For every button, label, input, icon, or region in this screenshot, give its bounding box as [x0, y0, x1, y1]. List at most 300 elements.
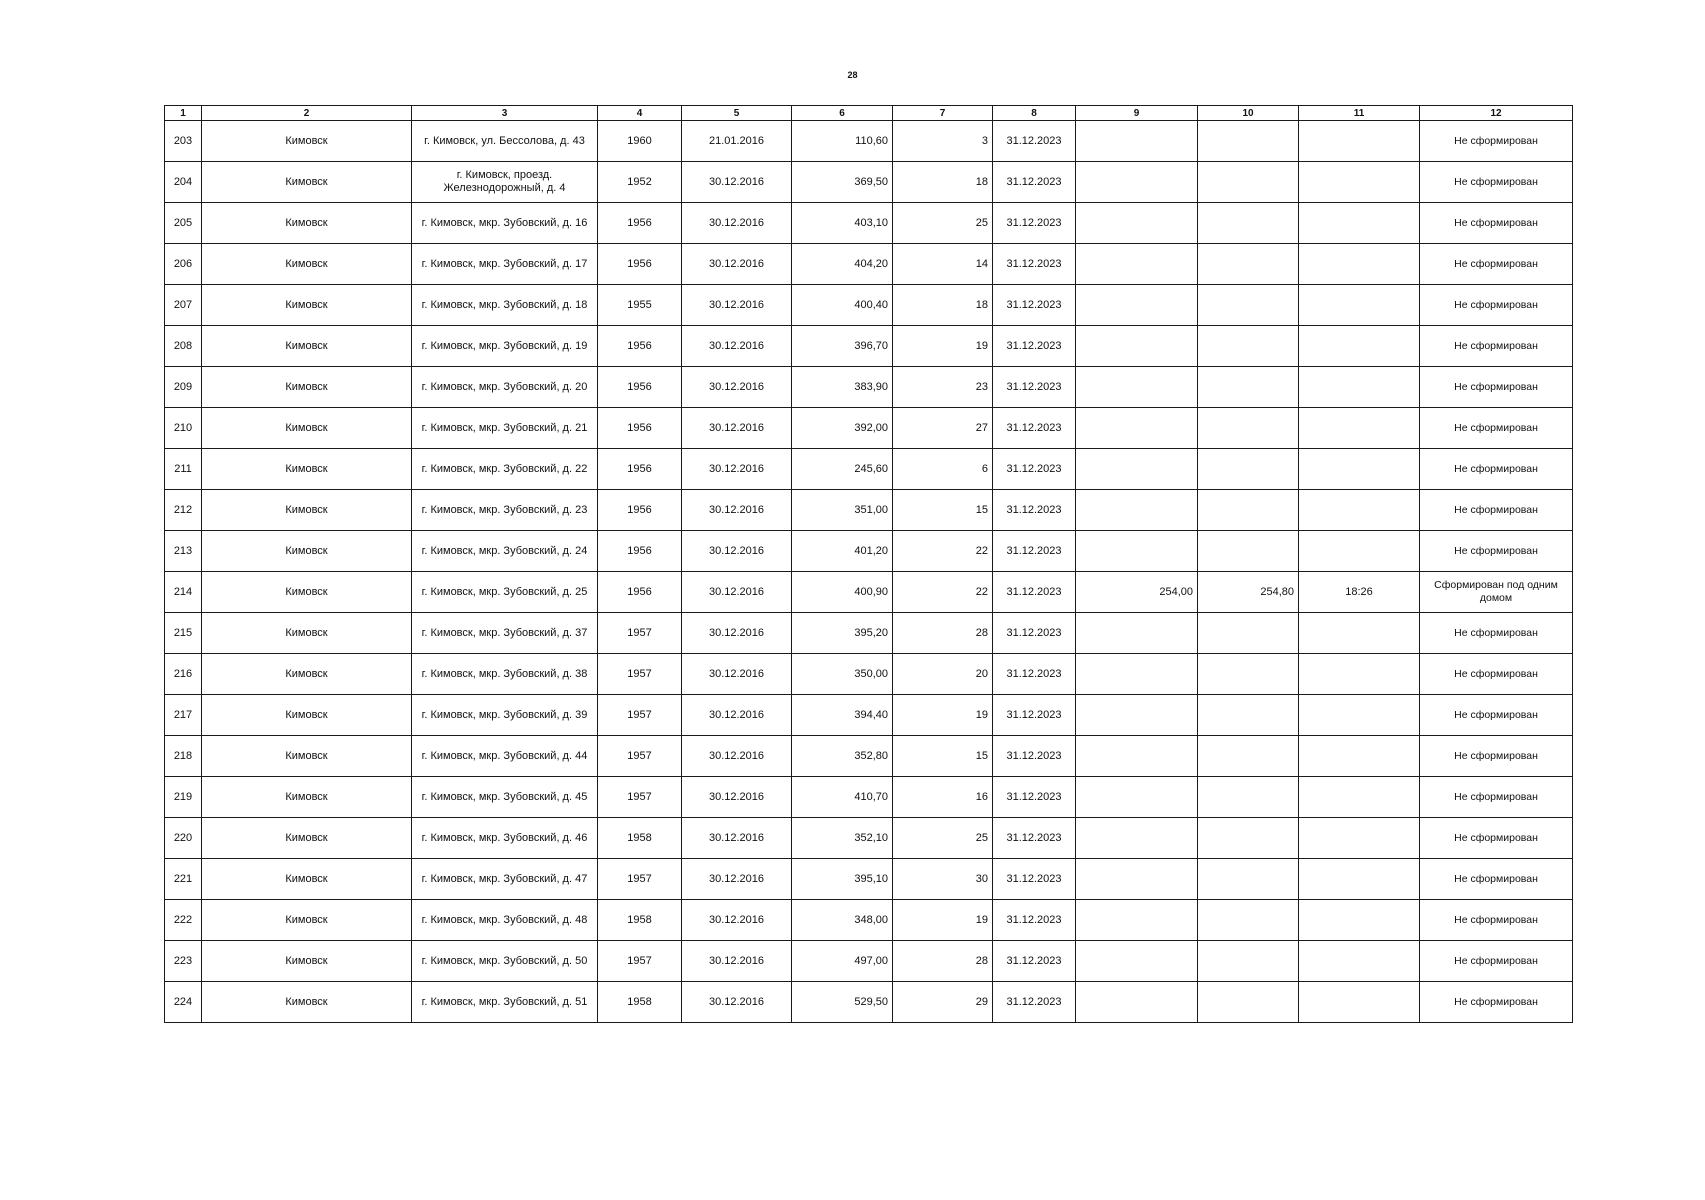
date-cell: 30.12.2016	[682, 449, 792, 490]
city-cell: Кимовск	[202, 900, 412, 941]
address-cell: г. Кимовск, мкр. Зубовский, д. 39	[412, 695, 598, 736]
column-10-cell	[1198, 408, 1299, 449]
count-cell: 14	[893, 244, 993, 285]
count-cell: 30	[893, 859, 993, 900]
row-number-cell: 219	[165, 777, 202, 818]
table-row	[165, 121, 1573, 162]
row-number-cell: 221	[165, 859, 202, 900]
city-cell: Кимовск	[202, 203, 412, 244]
year-cell: 1960	[598, 121, 682, 162]
row-number-cell: 218	[165, 736, 202, 777]
column-11-cell	[1299, 818, 1420, 859]
address-cell: г. Кимовск, мкр. Зубовский, д. 24	[412, 531, 598, 572]
count-cell: 22	[893, 572, 993, 613]
column-11-cell	[1299, 285, 1420, 326]
column-10-cell	[1198, 490, 1299, 531]
column-10-cell	[1198, 326, 1299, 367]
deadline-cell: 31.12.2023	[993, 777, 1076, 818]
row-number-cell: 223	[165, 941, 202, 982]
table-row	[165, 613, 1573, 654]
date-cell: 30.12.2016	[682, 613, 792, 654]
column-9-cell	[1076, 818, 1198, 859]
table-row	[165, 982, 1573, 1023]
year-cell: 1955	[598, 285, 682, 326]
column-11-cell	[1299, 777, 1420, 818]
status-cell: Не сформирован	[1420, 367, 1573, 408]
column-9-cell	[1076, 777, 1198, 818]
address-cell: г. Кимовск, мкр. Зубовский, д. 37	[412, 613, 598, 654]
area-cell: 392,00	[792, 408, 893, 449]
city-cell: Кимовск	[202, 121, 412, 162]
count-cell: 15	[893, 490, 993, 531]
table-row	[165, 203, 1573, 244]
address-cell: г. Кимовск, мкр. Зубовский, д. 44	[412, 736, 598, 777]
column-9-cell	[1076, 121, 1198, 162]
deadline-cell: 31.12.2023	[993, 941, 1076, 982]
column-9-cell	[1076, 941, 1198, 982]
status-cell: Не сформирован	[1420, 654, 1573, 695]
row-number-cell: 205	[165, 203, 202, 244]
area-cell: 400,90	[792, 572, 893, 613]
date-cell: 21.01.2016	[682, 121, 792, 162]
table-row	[165, 531, 1573, 572]
table-row	[165, 695, 1573, 736]
column-header: 2	[202, 106, 412, 121]
status-cell: Не сформирован	[1420, 695, 1573, 736]
address-cell: г. Кимовск, мкр. Зубовский, д. 46	[412, 818, 598, 859]
column-11-cell	[1299, 941, 1420, 982]
column-9-cell	[1076, 531, 1198, 572]
city-cell: Кимовск	[202, 613, 412, 654]
area-cell: 383,90	[792, 367, 893, 408]
column-9-cell	[1076, 654, 1198, 695]
row-number-cell: 220	[165, 818, 202, 859]
deadline-cell: 31.12.2023	[993, 121, 1076, 162]
column-10-cell	[1198, 244, 1299, 285]
table-row	[165, 449, 1573, 490]
deadline-cell: 31.12.2023	[993, 367, 1076, 408]
year-cell: 1956	[598, 203, 682, 244]
column-10-cell	[1198, 695, 1299, 736]
year-cell: 1956	[598, 408, 682, 449]
count-cell: 28	[893, 613, 993, 654]
row-number-cell: 214	[165, 572, 202, 613]
city-cell: Кимовск	[202, 531, 412, 572]
area-cell: 400,40	[792, 285, 893, 326]
address-cell: г. Кимовск, мкр. Зубовский, д. 19	[412, 326, 598, 367]
row-number-cell: 224	[165, 982, 202, 1023]
date-cell: 30.12.2016	[682, 326, 792, 367]
deadline-cell: 31.12.2023	[993, 203, 1076, 244]
address-cell: г. Кимовск, мкр. Зубовский, д. 23	[412, 490, 598, 531]
column-10-cell	[1198, 531, 1299, 572]
table-row	[165, 859, 1573, 900]
housing-register-table	[164, 105, 1573, 1023]
status-cell: Не сформирован	[1420, 244, 1573, 285]
column-9-cell: 254,00	[1076, 572, 1198, 613]
table-row	[165, 818, 1573, 859]
year-cell: 1952	[598, 162, 682, 203]
area-cell: 352,80	[792, 736, 893, 777]
status-cell: Не сформирован	[1420, 121, 1573, 162]
column-header: 5	[682, 106, 792, 121]
count-cell: 22	[893, 531, 993, 572]
status-cell: Не сформирован	[1420, 777, 1573, 818]
column-11-cell	[1299, 162, 1420, 203]
year-cell: 1957	[598, 736, 682, 777]
column-header: 7	[893, 106, 993, 121]
deadline-cell: 31.12.2023	[993, 244, 1076, 285]
date-cell: 30.12.2016	[682, 285, 792, 326]
column-9-cell	[1076, 408, 1198, 449]
column-9-cell	[1076, 695, 1198, 736]
address-cell: г. Кимовск, мкр. Зубовский, д. 25	[412, 572, 598, 613]
year-cell: 1957	[598, 654, 682, 695]
column-10-cell	[1198, 982, 1299, 1023]
count-cell: 15	[893, 736, 993, 777]
area-cell: 404,20	[792, 244, 893, 285]
address-cell: г. Кимовск, мкр. Зубовский, д. 51	[412, 982, 598, 1023]
year-cell: 1957	[598, 613, 682, 654]
column-9-cell	[1076, 449, 1198, 490]
count-cell: 25	[893, 818, 993, 859]
column-11-cell	[1299, 654, 1420, 695]
date-cell: 30.12.2016	[682, 900, 792, 941]
count-cell: 20	[893, 654, 993, 695]
column-header: 3	[412, 106, 598, 121]
table-row	[165, 408, 1573, 449]
deadline-cell: 31.12.2023	[993, 449, 1076, 490]
year-cell: 1957	[598, 859, 682, 900]
page-number: 28	[847, 70, 858, 80]
year-cell: 1958	[598, 900, 682, 941]
address-cell: г. Кимовск, ул. Бессолова, д. 43	[412, 121, 598, 162]
count-cell: 6	[893, 449, 993, 490]
year-cell: 1956	[598, 531, 682, 572]
status-cell: Не сформирован	[1420, 203, 1573, 244]
deadline-cell: 31.12.2023	[993, 695, 1076, 736]
deadline-cell: 31.12.2023	[993, 613, 1076, 654]
deadline-cell: 31.12.2023	[993, 736, 1076, 777]
area-cell: 497,00	[792, 941, 893, 982]
address-cell: г. Кимовск, мкр. Зубовский, д. 45	[412, 777, 598, 818]
column-11-cell	[1299, 613, 1420, 654]
city-cell: Кимовск	[202, 572, 412, 613]
column-10-cell	[1198, 941, 1299, 982]
column-11-cell	[1299, 408, 1420, 449]
city-cell: Кимовск	[202, 654, 412, 695]
column-10-cell	[1198, 654, 1299, 695]
status-cell: Не сформирован	[1420, 490, 1573, 531]
date-cell: 30.12.2016	[682, 408, 792, 449]
column-10-cell	[1198, 613, 1299, 654]
row-number-cell: 211	[165, 449, 202, 490]
column-header: 10	[1198, 106, 1299, 121]
address-cell: г. Кимовск, мкр. Зубовский, д. 21	[412, 408, 598, 449]
date-cell: 30.12.2016	[682, 736, 792, 777]
address-cell: г. Кимовск, мкр. Зубовский, д. 18	[412, 285, 598, 326]
city-cell: Кимовск	[202, 982, 412, 1023]
column-10-cell	[1198, 162, 1299, 203]
count-cell: 18	[893, 285, 993, 326]
table-row	[165, 490, 1573, 531]
row-number-cell: 207	[165, 285, 202, 326]
address-cell: г. Кимовск, мкр. Зубовский, д. 50	[412, 941, 598, 982]
column-10-cell	[1198, 449, 1299, 490]
area-cell: 369,50	[792, 162, 893, 203]
area-cell: 395,20	[792, 613, 893, 654]
count-cell: 23	[893, 367, 993, 408]
date-cell: 30.12.2016	[682, 203, 792, 244]
date-cell: 30.12.2016	[682, 531, 792, 572]
status-cell: Не сформирован	[1420, 285, 1573, 326]
column-number-header-row	[165, 106, 1573, 121]
year-cell: 1956	[598, 449, 682, 490]
column-11-cell	[1299, 900, 1420, 941]
count-cell: 28	[893, 941, 993, 982]
column-10-cell: 254,80	[1198, 572, 1299, 613]
table-row	[165, 941, 1573, 982]
row-number-cell: 217	[165, 695, 202, 736]
column-10-cell	[1198, 203, 1299, 244]
column-9-cell	[1076, 982, 1198, 1023]
row-number-cell: 206	[165, 244, 202, 285]
city-cell: Кимовск	[202, 408, 412, 449]
city-cell: Кимовск	[202, 818, 412, 859]
city-cell: Кимовск	[202, 490, 412, 531]
area-cell: 350,00	[792, 654, 893, 695]
date-cell: 30.12.2016	[682, 695, 792, 736]
count-cell: 19	[893, 326, 993, 367]
date-cell: 30.12.2016	[682, 777, 792, 818]
area-cell: 348,00	[792, 900, 893, 941]
deadline-cell: 31.12.2023	[993, 326, 1076, 367]
year-cell: 1957	[598, 695, 682, 736]
column-11-cell	[1299, 736, 1420, 777]
row-number-cell: 210	[165, 408, 202, 449]
area-cell: 410,70	[792, 777, 893, 818]
year-cell: 1956	[598, 326, 682, 367]
city-cell: Кимовск	[202, 736, 412, 777]
date-cell: 30.12.2016	[682, 367, 792, 408]
count-cell: 18	[893, 162, 993, 203]
status-cell: Не сформирован	[1420, 859, 1573, 900]
count-cell: 27	[893, 408, 993, 449]
column-header: 1	[165, 106, 202, 121]
area-cell: 394,40	[792, 695, 893, 736]
area-cell: 245,60	[792, 449, 893, 490]
year-cell: 1956	[598, 244, 682, 285]
column-11-cell	[1299, 531, 1420, 572]
count-cell: 19	[893, 695, 993, 736]
count-cell: 25	[893, 203, 993, 244]
deadline-cell: 31.12.2023	[993, 490, 1076, 531]
table-row	[165, 900, 1573, 941]
city-cell: Кимовск	[202, 162, 412, 203]
column-11-cell	[1299, 367, 1420, 408]
column-9-cell	[1076, 900, 1198, 941]
column-10-cell	[1198, 285, 1299, 326]
column-header: 12	[1420, 106, 1573, 121]
deadline-cell: 31.12.2023	[993, 900, 1076, 941]
column-9-cell	[1076, 326, 1198, 367]
column-header: 11	[1299, 106, 1420, 121]
deadline-cell: 31.12.2023	[993, 408, 1076, 449]
date-cell: 30.12.2016	[682, 941, 792, 982]
table-row	[165, 244, 1573, 285]
address-cell: г. Кимовск, мкр. Зубовский, д. 38	[412, 654, 598, 695]
area-cell: 351,00	[792, 490, 893, 531]
column-header: 9	[1076, 106, 1198, 121]
column-11-cell	[1299, 203, 1420, 244]
date-cell: 30.12.2016	[682, 982, 792, 1023]
address-cell: г. Кимовск, мкр. Зубовский, д. 16	[412, 203, 598, 244]
status-cell: Не сформирован	[1420, 449, 1573, 490]
column-10-cell	[1198, 900, 1299, 941]
column-9-cell	[1076, 613, 1198, 654]
status-cell: Не сформирован	[1420, 408, 1573, 449]
address-cell: г. Кимовск, проезд. Железнодорожный, д. 4	[412, 162, 598, 203]
city-cell: Кимовск	[202, 859, 412, 900]
status-cell: Сформирован под одним домом	[1420, 572, 1573, 613]
status-cell: Не сформирован	[1420, 326, 1573, 367]
count-cell: 29	[893, 982, 993, 1023]
column-9-cell	[1076, 203, 1198, 244]
row-number-cell: 213	[165, 531, 202, 572]
table-row	[165, 654, 1573, 695]
year-cell: 1956	[598, 367, 682, 408]
status-cell: Не сформирован	[1420, 818, 1573, 859]
address-cell: г. Кимовск, мкр. Зубовский, д. 17	[412, 244, 598, 285]
date-cell: 30.12.2016	[682, 490, 792, 531]
area-cell: 396,70	[792, 326, 893, 367]
city-cell: Кимовск	[202, 244, 412, 285]
year-cell: 1958	[598, 982, 682, 1023]
column-10-cell	[1198, 777, 1299, 818]
address-cell: г. Кимовск, мкр. Зубовский, д. 20	[412, 367, 598, 408]
column-11-cell	[1299, 121, 1420, 162]
date-cell: 30.12.2016	[682, 572, 792, 613]
year-cell: 1957	[598, 777, 682, 818]
status-cell: Не сформирован	[1420, 941, 1573, 982]
area-cell: 352,10	[792, 818, 893, 859]
address-cell: г. Кимовск, мкр. Зубовский, д. 47	[412, 859, 598, 900]
column-11-cell	[1299, 859, 1420, 900]
column-9-cell	[1076, 367, 1198, 408]
date-cell: 30.12.2016	[682, 162, 792, 203]
table-row	[165, 736, 1573, 777]
area-cell: 529,50	[792, 982, 893, 1023]
column-header: 6	[792, 106, 893, 121]
status-cell: Не сформирован	[1420, 613, 1573, 654]
column-9-cell	[1076, 162, 1198, 203]
date-cell: 30.12.2016	[682, 244, 792, 285]
deadline-cell: 31.12.2023	[993, 654, 1076, 695]
year-cell: 1956	[598, 490, 682, 531]
city-cell: Кимовск	[202, 285, 412, 326]
column-11-cell	[1299, 982, 1420, 1023]
area-cell: 110,60	[792, 121, 893, 162]
row-number-cell: 208	[165, 326, 202, 367]
column-11-cell: 18:26	[1299, 572, 1420, 613]
area-cell: 403,10	[792, 203, 893, 244]
year-cell: 1957	[598, 941, 682, 982]
status-cell: Не сформирован	[1420, 982, 1573, 1023]
row-number-cell: 212	[165, 490, 202, 531]
row-number-cell: 209	[165, 367, 202, 408]
row-number-cell: 204	[165, 162, 202, 203]
area-cell: 401,20	[792, 531, 893, 572]
status-cell: Не сформирован	[1420, 162, 1573, 203]
city-cell: Кимовск	[202, 449, 412, 490]
address-cell: г. Кимовск, мкр. Зубовский, д. 22	[412, 449, 598, 490]
count-cell: 16	[893, 777, 993, 818]
column-11-cell	[1299, 244, 1420, 285]
address-cell: г. Кимовск, мкр. Зубовский, д. 48	[412, 900, 598, 941]
table-row	[165, 326, 1573, 367]
count-cell: 3	[893, 121, 993, 162]
table-row	[165, 285, 1573, 326]
column-10-cell	[1198, 367, 1299, 408]
row-number-cell: 216	[165, 654, 202, 695]
status-cell: Не сформирован	[1420, 736, 1573, 777]
city-cell: Кимовск	[202, 367, 412, 408]
deadline-cell: 31.12.2023	[993, 531, 1076, 572]
deadline-cell: 31.12.2023	[993, 162, 1076, 203]
column-11-cell	[1299, 449, 1420, 490]
column-9-cell	[1076, 244, 1198, 285]
status-cell: Не сформирован	[1420, 900, 1573, 941]
table-row	[165, 572, 1573, 613]
deadline-cell: 31.12.2023	[993, 285, 1076, 326]
column-9-cell	[1076, 285, 1198, 326]
column-9-cell	[1076, 859, 1198, 900]
table-row	[165, 777, 1573, 818]
column-9-cell	[1076, 736, 1198, 777]
column-10-cell	[1198, 121, 1299, 162]
column-10-cell	[1198, 818, 1299, 859]
deadline-cell: 31.12.2023	[993, 859, 1076, 900]
city-cell: Кимовск	[202, 941, 412, 982]
column-header: 4	[598, 106, 682, 121]
year-cell: 1958	[598, 818, 682, 859]
deadline-cell: 31.12.2023	[993, 818, 1076, 859]
city-cell: Кимовск	[202, 695, 412, 736]
table-row	[165, 367, 1573, 408]
column-11-cell	[1299, 695, 1420, 736]
row-number-cell: 203	[165, 121, 202, 162]
row-number-cell: 222	[165, 900, 202, 941]
table-row	[165, 162, 1573, 203]
deadline-cell: 31.12.2023	[993, 982, 1076, 1023]
column-10-cell	[1198, 859, 1299, 900]
area-cell: 395,10	[792, 859, 893, 900]
column-10-cell	[1198, 736, 1299, 777]
column-11-cell	[1299, 490, 1420, 531]
row-number-cell: 215	[165, 613, 202, 654]
column-header: 8	[993, 106, 1076, 121]
date-cell: 30.12.2016	[682, 859, 792, 900]
year-cell: 1956	[598, 572, 682, 613]
date-cell: 30.12.2016	[682, 654, 792, 695]
city-cell: Кимовск	[202, 326, 412, 367]
column-9-cell	[1076, 490, 1198, 531]
deadline-cell: 31.12.2023	[993, 572, 1076, 613]
column-11-cell	[1299, 326, 1420, 367]
city-cell: Кимовск	[202, 777, 412, 818]
count-cell: 19	[893, 900, 993, 941]
status-cell: Не сформирован	[1420, 531, 1573, 572]
